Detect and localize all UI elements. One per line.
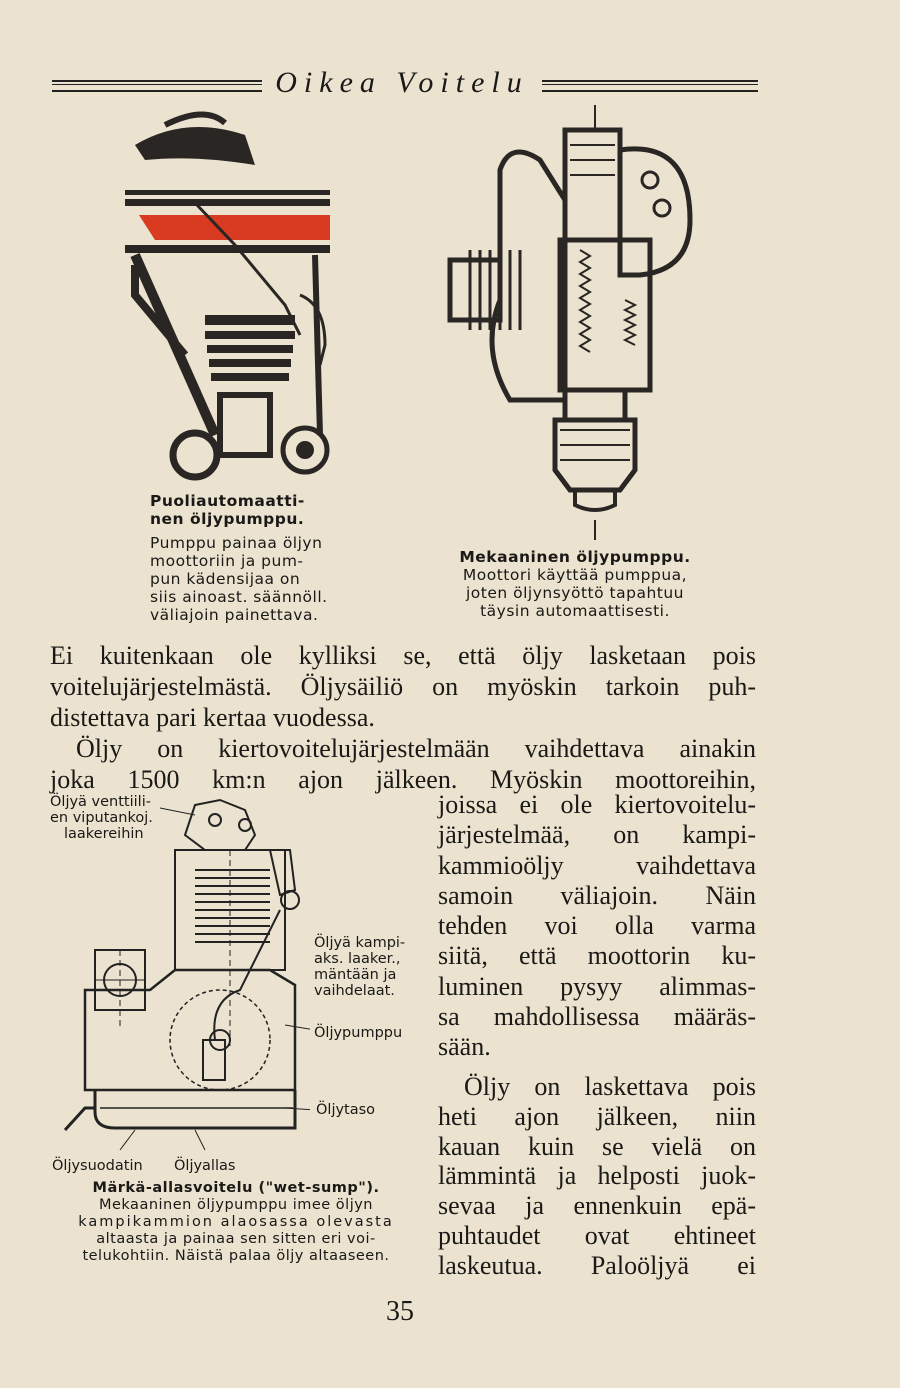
left-caption-line: Pumppu painaa öljyn — [150, 534, 323, 552]
wet-sump-engine-diagram — [55, 790, 310, 1160]
left-caption-line: väliajoin painettava. — [150, 606, 319, 624]
label-oil-filter: Öljysuodatin — [52, 1158, 143, 1174]
text-line: Ei kuitenkaan ole kylliksi se, että öljy lasketaan pois — [50, 641, 756, 670]
text-line: tehden voi olla varma — [438, 911, 756, 941]
text-line: samoin väliajoin. Näin — [438, 880, 756, 910]
label-crank-oil-line: aks. laaker., — [314, 951, 401, 967]
text-line: distettava pari kertaa vuodessa. — [50, 703, 375, 732]
label-oil-sump: Öljyallas — [174, 1158, 236, 1174]
engine-caption-title: Märkä-allasvoitelu ("wet-sump"). — [92, 1180, 380, 1196]
label-valve-oil-2: en viputankoj. — [50, 810, 153, 826]
right-caption-line: joten öljynsyöttö tapahtuu — [465, 584, 684, 602]
text-line: kauan kuin se vielä on — [438, 1131, 756, 1161]
right-caption-line: Moottori käyttää pumppua, — [462, 566, 688, 584]
header-rule-right — [538, 80, 758, 92]
text-line: sään. — [438, 1032, 491, 1062]
paragraph-3-column — [438, 1072, 756, 1281]
text-line: Öljy on laskettava pois — [464, 1072, 756, 1101]
paragraph-1 — [50, 640, 756, 733]
label-crank-oil-line: vaihdelaat. — [314, 983, 395, 999]
label-oil-level: Öljytaso — [316, 1102, 376, 1118]
label-crank-oil — [314, 935, 405, 999]
text-line: sa mahdollisessa määräs- — [438, 1002, 756, 1032]
text-line: sevaa ja ennenkuin epä- — [438, 1191, 756, 1221]
left-caption-line: siis ainoast. säännöll. — [150, 588, 328, 606]
text-line: lämmintä ja helposti juok- — [438, 1161, 756, 1191]
label-crank-oil-line: mäntään ja — [314, 967, 397, 983]
engine-caption-line: kampikammion alaosassa olevasta — [78, 1214, 394, 1230]
label-valve-oil-3: laakereihin — [64, 826, 144, 842]
header-rule-left — [52, 80, 264, 92]
text-line: kammioöljy vaihdettava — [438, 850, 756, 880]
left-caption-title-1: Puoliautomaatti- — [150, 492, 305, 510]
left-caption-title-2: nen öljypumppu. — [150, 510, 305, 528]
engine-caption-line: altaasta ja painaa sen sitten eri voi- — [96, 1231, 376, 1247]
text-line: järjestelmää, on kampi- — [438, 820, 756, 850]
text-line: Öljy on kiertovoitelujärjestelmään vaihdettava ainakin — [76, 734, 756, 763]
left-caption-line: moottoriin ja pum- — [150, 552, 304, 570]
label-crank-oil-line: Öljyä kampi- — [314, 935, 406, 951]
text-line: puhtaudet ovat ehtineet — [438, 1220, 756, 1250]
engine-caption-line: telukohtiin. Näistä palaa öljy altaaseen. — [82, 1248, 390, 1264]
label-valve-oil — [50, 794, 153, 842]
semi-automatic-pump-illustration — [125, 105, 340, 490]
mechanical-pump-illustration — [440, 100, 700, 540]
text-line: voitelujärjestelmästä. Öljysäiliö on myöskin tarkoin puh- — [50, 672, 756, 701]
label-oil-pump: Öljypumppu — [314, 1025, 403, 1041]
left-caption-line: pun kädensijaa on — [150, 570, 301, 588]
text-line: joissa ei ole kiertovoitelu- — [438, 790, 756, 819]
engine-figure-caption — [50, 1180, 422, 1265]
text-line: heti ajon jälkeen, niin — [438, 1101, 756, 1131]
right-caption-line: täysin automaattisesti. — [480, 602, 670, 620]
text-line: luminen pysyy alimmas- — [438, 971, 756, 1001]
engine-caption-line: Mekaaninen öljypumppu imee öljyn — [98, 1197, 373, 1213]
right-caption-title: Mekaaninen öljypumppu. — [459, 548, 691, 566]
text-line: laskeutua. Paloöljyä ei — [438, 1250, 756, 1280]
left-figure-caption — [150, 492, 330, 624]
text-line: siitä, että moottorin ku- — [438, 941, 756, 971]
right-figure-caption — [440, 548, 710, 620]
running-header: Oikea Voitelu — [262, 66, 542, 100]
label-valve-oil-1: Öljyä venttiili- — [50, 794, 151, 810]
paragraph-2-full — [50, 733, 756, 795]
paragraph-2-column — [438, 790, 756, 1063]
text-line: joka 1500 km:n ajon jälkeen. Myöskin moottoreihin, — [50, 765, 756, 794]
page-number: 35 — [386, 1296, 414, 1327]
